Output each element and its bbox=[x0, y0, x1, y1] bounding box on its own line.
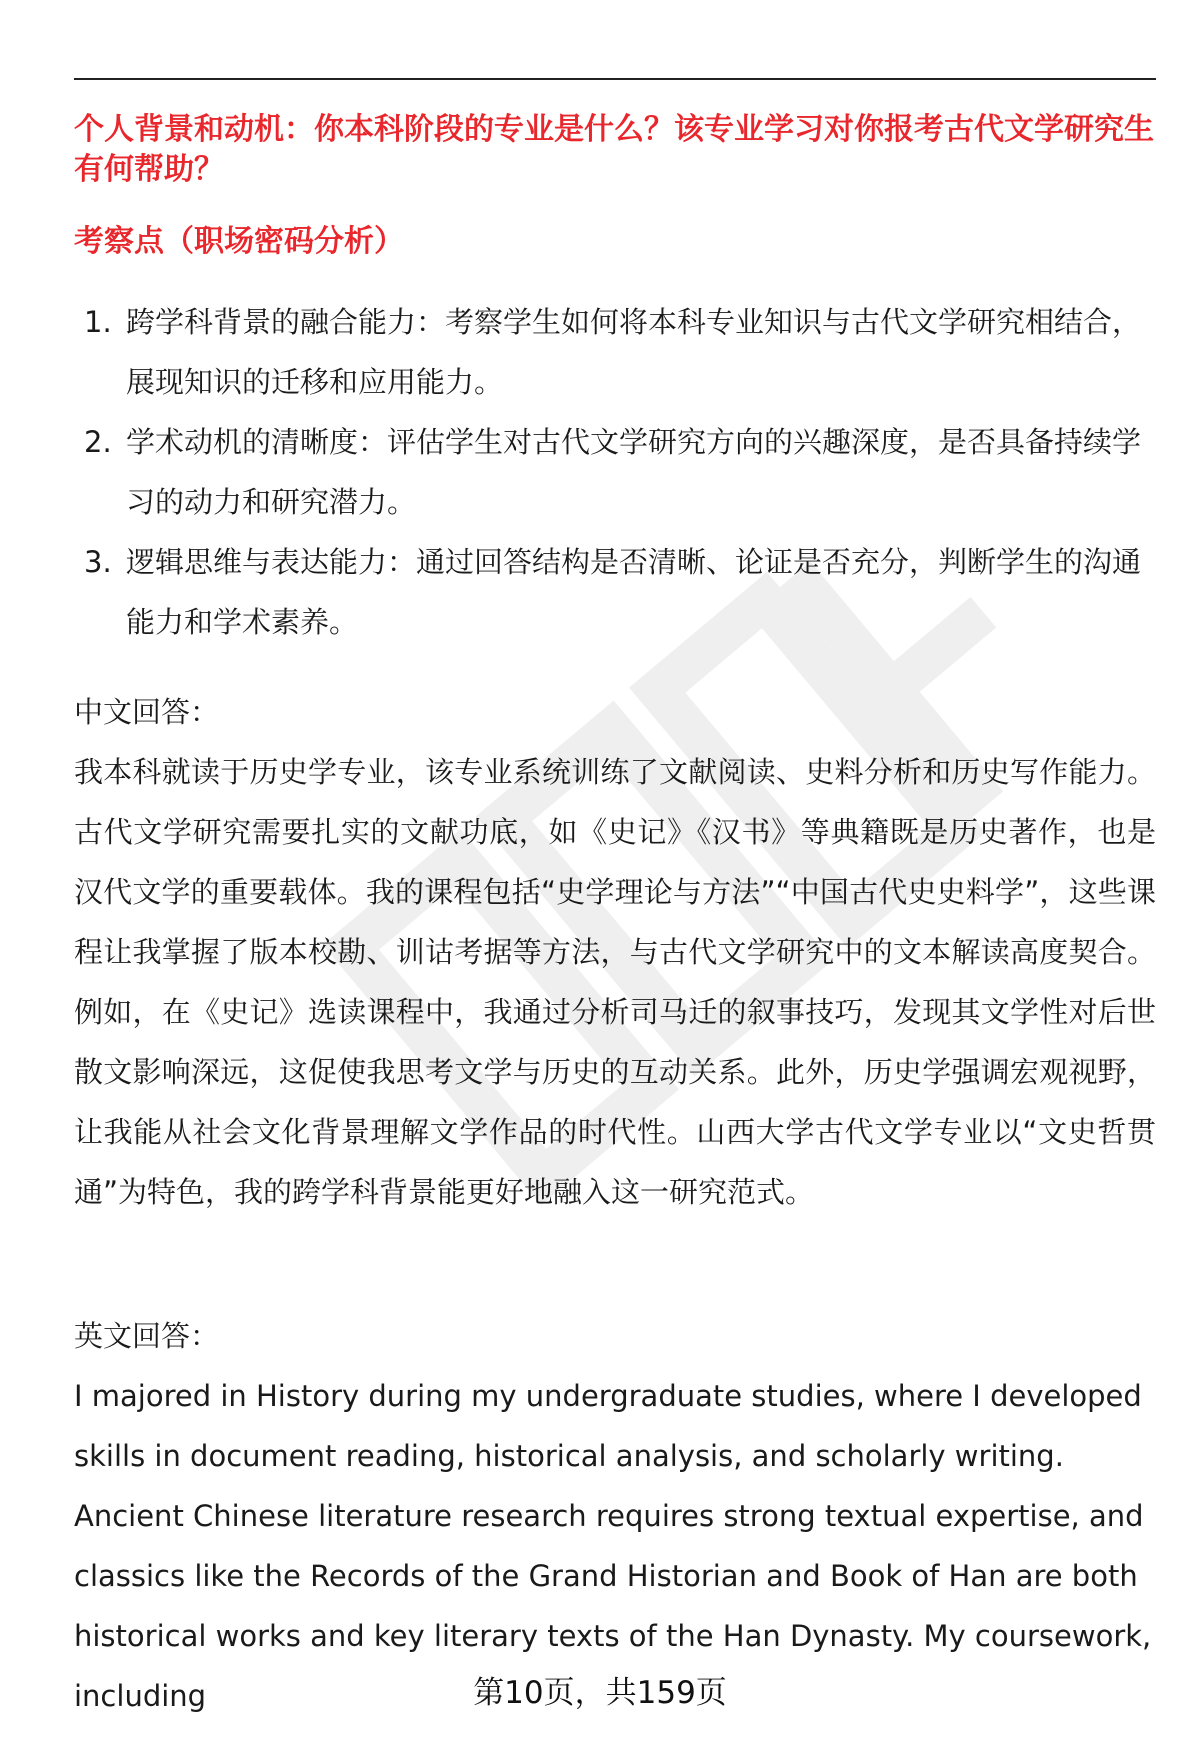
list-number: 2. bbox=[84, 425, 112, 459]
list-number: 3. bbox=[84, 545, 112, 579]
list-number: 1. bbox=[84, 305, 112, 339]
english-answer-text: I majored in History during my undergraduate studies, where I developed skills in document reading, historical analysis, and scholarly writing. Ancient Chinese literature research requires strong textual expertise, and classics like the Records of the Grand Historian and Book of Han are both historical works and key literary texts of the Han Dynasty. My coursework, including bbox=[74, 1379, 1152, 1713]
list-item bbox=[74, 292, 1154, 412]
list-item-text: 学术动机的清晰度：评估学生对古代文学研究方向的兴趣深度，是否具备持续学习的动力和研究潜力。 bbox=[126, 425, 1142, 519]
header-rule bbox=[74, 78, 1156, 80]
page-number: 第10页，共159页 bbox=[473, 1675, 727, 1711]
list-item-text: 逻辑思维与表达能力：通过回答结构是否清晰、论证是否充分，判断学生的沟通能力和学术素养。 bbox=[126, 545, 1142, 639]
list-item-text: 跨学科背景的融合能力：考察学生如何将本科专业知识与古代文学研究相结合，展现知识的迁移和应用能力。 bbox=[126, 305, 1142, 399]
chinese-answer-label: 中文回答： bbox=[74, 695, 220, 729]
english-answer-label: 英文回答： bbox=[74, 1319, 220, 1353]
list-item bbox=[74, 412, 1154, 532]
list-item bbox=[74, 532, 1154, 652]
section-title: 考察点（职场密码分析） bbox=[74, 224, 404, 259]
question-heading: 个人背景和动机：你本科阶段的专业是什么？该专业学习对你报考古代文学研究生有何帮助？ bbox=[74, 112, 1154, 187]
assessment-points-list bbox=[74, 292, 1154, 652]
chinese-answer-text: 我本科就读于历史学专业，该专业系统训练了文献阅读、史料分析和历史写作能力。古代文学研究需要扎实的文献功底，如《史记》《汉书》等典籍既是历史著作，也是汉代文学的重要载体。我的课程包括“史学理论与方法”“中国古代史史料学”，这些课程让我掌握了版本校勘、训诂考据等方法，与古代文学研究中的文本解读高度契合。例如，在《史记》选读课程中，我通过分析司马迁的叙事技巧，发现其文学性对后世散文影响深远，这促使我思考文学与历史的互动关系。此外，历史学强调宏观视野，让我能从社会文化背景理解文学作品的时代性。山西大学古代文学专业以“文史哲贯通”为特色，我的跨学科背景能更好地融入这一研究范式。 bbox=[74, 755, 1156, 1209]
